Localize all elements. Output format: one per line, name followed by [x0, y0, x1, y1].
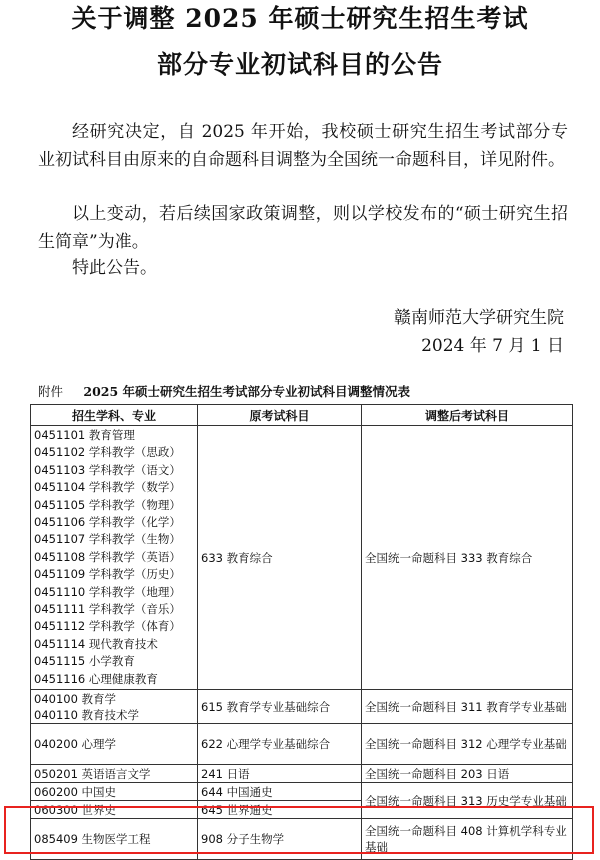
- adjusted-subject: 全国统一命题科目 311 教育学专业基础: [362, 690, 573, 724]
- major-item: 0451108 学科教学（英语）: [34, 549, 181, 564]
- major-item: 0451103 学科教学（语文）: [34, 462, 181, 477]
- major-list: [31, 426, 198, 690]
- original-subject: 644 中国通史: [198, 783, 362, 801]
- table-row-highlighted: [31, 819, 573, 860]
- major-list: [31, 724, 198, 765]
- major-item: 0451102 学科教学（思政）: [34, 445, 181, 460]
- table-row: [31, 690, 573, 724]
- original-subject: 241 日语: [198, 765, 362, 783]
- signature-org: 赣南师范大学研究生院: [394, 308, 564, 328]
- major-item: 0451115 小学教育: [34, 654, 135, 669]
- paragraph-policy: 以上变动，若后续国家政策调整，则以学校发布的“硕士研究生招生简章”为准。: [38, 204, 568, 252]
- major-item: 0451101 教育管理: [34, 428, 135, 442]
- major-item: 0451109 学科教学（历史）: [34, 567, 181, 582]
- header-original-subject: 原考试科目: [198, 405, 362, 426]
- original-subject: 633 教育综合: [198, 426, 362, 690]
- major-item: 040200 心理学: [34, 737, 117, 752]
- major-list: [31, 783, 198, 801]
- header-adjusted-subject: 调整后考试科目: [362, 405, 573, 426]
- signature-date: 2024 年 7 月 1 日: [421, 336, 564, 356]
- attachment-label: 附件: [38, 384, 64, 399]
- major-list: [31, 690, 198, 724]
- announcement-title-line1: 关于调整 2025 年硕士研究生招生考试: [71, 4, 529, 33]
- major-item: 0451110 学科教学（地理）: [34, 584, 181, 599]
- adjusted-subject: 全国统一命题科目 313 历史学专业基础: [362, 783, 573, 819]
- adjusted-subject: 全国统一命题科目 333 教育综合: [362, 426, 573, 690]
- table-row: [31, 426, 573, 690]
- major-item: 060200 中国史: [34, 784, 117, 799]
- table-row: [31, 783, 573, 801]
- major-item: 0451106 学科教学（化学）: [34, 515, 181, 530]
- major-item: 0451105 学科教学（物理）: [34, 497, 181, 512]
- table-row: [31, 765, 573, 783]
- original-subject: 908 分子生物学: [198, 819, 362, 860]
- major-item: 0451114 现代教育技术: [34, 636, 158, 651]
- major-item: 060300 世界史: [34, 802, 117, 817]
- attachment-title: 2025 年硕士研究生招生考试部分专业初试科目调整情况表: [83, 384, 411, 399]
- adjusted-subject: 全国统一命题科目 408 计算机学科专业基础: [362, 819, 573, 860]
- major-item: 0451111 学科教学（音乐）: [34, 602, 181, 617]
- paragraph-decision: 经研究决定，自 2025 年开始，我校硕士研究生招生考试部分专业初试科目由原来的自命题科目调整为全国统一命题科目，详见附件。: [38, 122, 568, 170]
- subject-adjustment-table: [30, 404, 573, 860]
- attachment-caption: [38, 382, 410, 400]
- major-item: 0451104 学科教学（数学）: [34, 480, 181, 495]
- original-subject: 615 教育学专业基础综合: [198, 690, 362, 724]
- original-subject: 645 世界通史: [198, 801, 362, 819]
- major-list: [31, 819, 198, 860]
- table-header-row: [31, 405, 573, 426]
- major-item: 0451116 心理健康教育: [34, 671, 158, 686]
- table-row: [31, 724, 573, 765]
- major-item: 0451112 学科教学（体育）: [34, 619, 181, 634]
- major-item: 085409 生物医学工程: [34, 832, 151, 847]
- major-list: [31, 765, 198, 783]
- header-major: 招生学科、专业: [31, 405, 198, 426]
- adjusted-subject: 全国统一命题科目 203 日语: [362, 765, 573, 783]
- original-subject: 622 心理学专业基础综合: [198, 724, 362, 765]
- adjusted-subject: 全国统一命题科目 312 心理学专业基础: [362, 724, 573, 765]
- paragraph-closing: 特此公告。: [72, 258, 157, 278]
- major-list: [31, 801, 198, 819]
- major-item: 0451107 学科教学（生物）: [34, 532, 181, 547]
- major-item: 040100 教育学: [34, 691, 117, 706]
- major-item: 040110 教育技术学: [34, 707, 140, 722]
- announcement-title-line2: 部分专业初试科目的公告: [156, 50, 443, 79]
- major-item: 050201 英语语言文学: [34, 766, 151, 781]
